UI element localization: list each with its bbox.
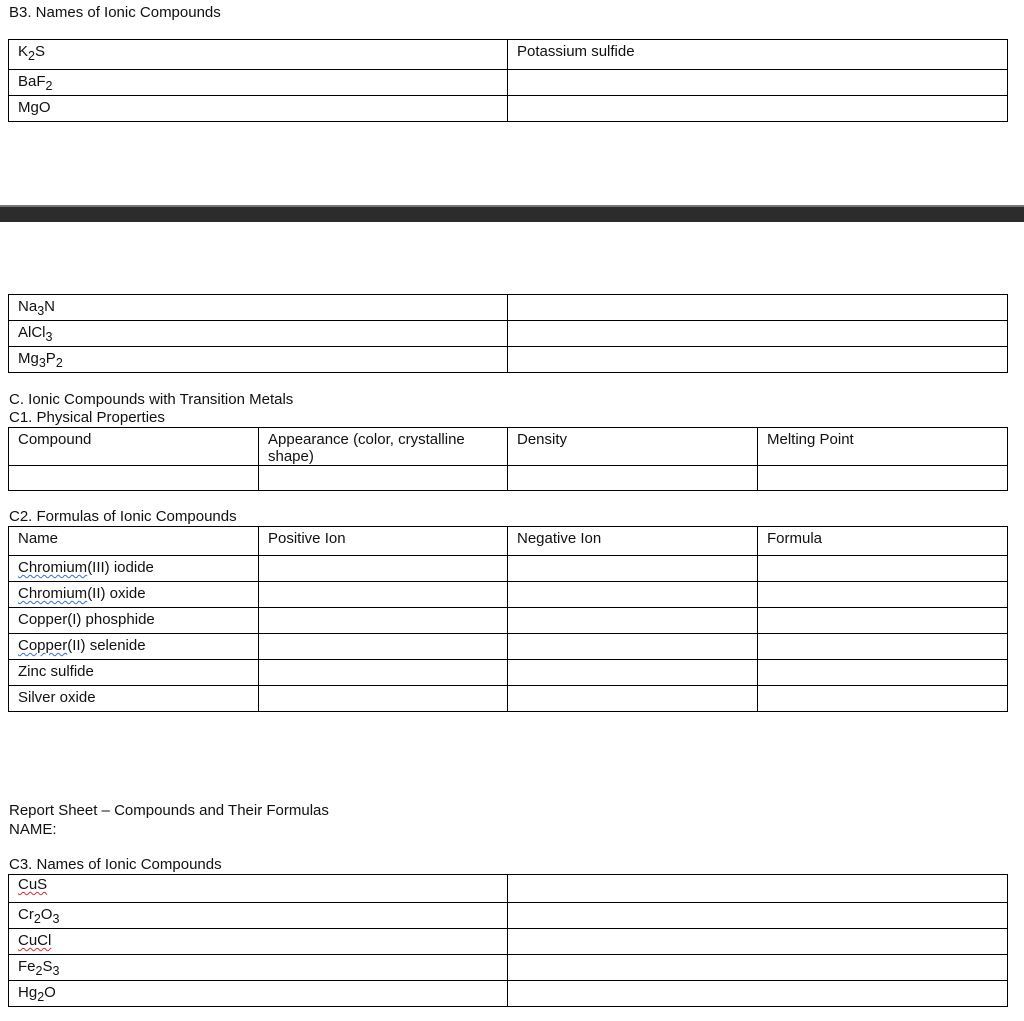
entry-cell[interactable] [259, 608, 508, 634]
column-header: Name [9, 527, 259, 556]
formula-cell: $K_2S$ [9, 40, 508, 70]
entry-cell[interactable] [758, 608, 1008, 634]
formula-cell: $Hg_2O$ [9, 981, 508, 1007]
entry-cell[interactable] [259, 660, 508, 686]
formula-cell: AlCl$_3$ [9, 321, 508, 347]
entry-cell[interactable] [259, 686, 508, 712]
compound-name-cell: Chromium(III) iodide [9, 556, 259, 582]
table-row [9, 96, 1008, 122]
name-cell[interactable]: Potassium sulfide [508, 40, 1008, 70]
entry-cell[interactable] [508, 634, 758, 660]
table-row [9, 70, 1008, 96]
table-row [9, 634, 1008, 660]
column-header: Positive Ion [259, 527, 508, 556]
c3-table [8, 874, 1008, 1007]
name-cell[interactable] [508, 929, 1008, 955]
entry-cell[interactable] [758, 466, 1008, 491]
entry-cell[interactable] [758, 686, 1008, 712]
table-row [9, 929, 1008, 955]
report-title: Report Sheet – Compounds and Their Formulas [9, 802, 329, 819]
section-c-heading: C. Ionic Compounds with Transition Metals [9, 391, 294, 408]
entry-cell[interactable] [259, 582, 508, 608]
name-cell[interactable] [508, 295, 1008, 321]
formula-cell: MgO [9, 96, 508, 122]
compound-name-cell: Chromium(II) oxide [9, 582, 259, 608]
entry-cell[interactable] [508, 556, 758, 582]
table-row [9, 582, 1008, 608]
c2-table [8, 526, 1008, 712]
column-header: Density [508, 428, 758, 466]
entry-cell[interactable] [758, 582, 1008, 608]
entry-cell[interactable] [508, 582, 758, 608]
entry-cell[interactable] [758, 660, 1008, 686]
c2-heading: C2. Formulas of Ionic Compounds [9, 508, 247, 527]
table-row [9, 660, 1008, 686]
name-cell[interactable] [508, 347, 1008, 373]
c3-heading: C3. Names of Ionic Compounds [9, 856, 232, 875]
entry-cell[interactable] [508, 466, 758, 491]
entry-cell[interactable] [508, 660, 758, 686]
table-row [9, 40, 1008, 70]
table-row [9, 955, 1008, 981]
table-row [9, 556, 1008, 582]
table-row [9, 981, 1008, 1007]
table-row [9, 527, 1008, 556]
entry-cell[interactable] [9, 466, 259, 491]
formula-cell: BaF$_2$ [9, 70, 508, 96]
table-row [9, 608, 1008, 634]
table-row [9, 686, 1008, 712]
column-header: Negative Ion [508, 527, 758, 556]
entry-cell[interactable] [758, 556, 1008, 582]
formula-cell: CuS [9, 875, 508, 903]
page-divider [0, 205, 1024, 222]
name-cell[interactable] [508, 981, 1008, 1007]
b3-table [8, 39, 1008, 122]
column-header: Appearance (color, crystalline shape) [259, 428, 508, 466]
table-row [9, 903, 1008, 929]
compound-name-cell: Copper(I) phosphide [9, 608, 259, 634]
c1-heading: C1. Physical Properties [9, 409, 173, 428]
name-cell[interactable] [508, 903, 1008, 929]
formula-cell: $Fe_2S_3$ [9, 955, 508, 981]
table-row [9, 466, 1008, 491]
entry-cell[interactable] [508, 608, 758, 634]
formula-cell: $Cr_2O_3$ [9, 903, 508, 929]
c1-table [8, 427, 1008, 491]
compound-name-cell: Copper(II) selenide [9, 634, 259, 660]
name-label: NAME: [9, 821, 57, 838]
formula-cell: $Mg_3P_2$ [9, 347, 508, 373]
b3-continued-table [8, 294, 1008, 373]
entry-cell[interactable] [508, 686, 758, 712]
entry-cell[interactable] [259, 466, 508, 491]
formula-cell: $Na_3N$ [9, 295, 508, 321]
table-row [9, 321, 1008, 347]
entry-cell[interactable] [758, 634, 1008, 660]
entry-cell[interactable] [259, 634, 508, 660]
compound-name-cell: Silver oxide [9, 686, 259, 712]
column-header: Compound [9, 428, 259, 466]
name-cell[interactable] [508, 955, 1008, 981]
compound-name-cell: Zinc sulfide [9, 660, 259, 686]
column-header: Formula [758, 527, 1008, 556]
table-row [9, 428, 1008, 466]
table-row [9, 295, 1008, 321]
formula-cell: CuCl [9, 929, 508, 955]
table-row [9, 875, 1008, 903]
name-cell[interactable] [508, 875, 1008, 903]
entry-cell[interactable] [259, 556, 508, 582]
b3-heading: B3. Names of Ionic Compounds [9, 4, 221, 21]
column-header: Melting Point [758, 428, 1008, 466]
name-cell[interactable] [508, 96, 1008, 122]
name-cell[interactable] [508, 70, 1008, 96]
table-row [9, 347, 1008, 373]
name-cell[interactable] [508, 321, 1008, 347]
